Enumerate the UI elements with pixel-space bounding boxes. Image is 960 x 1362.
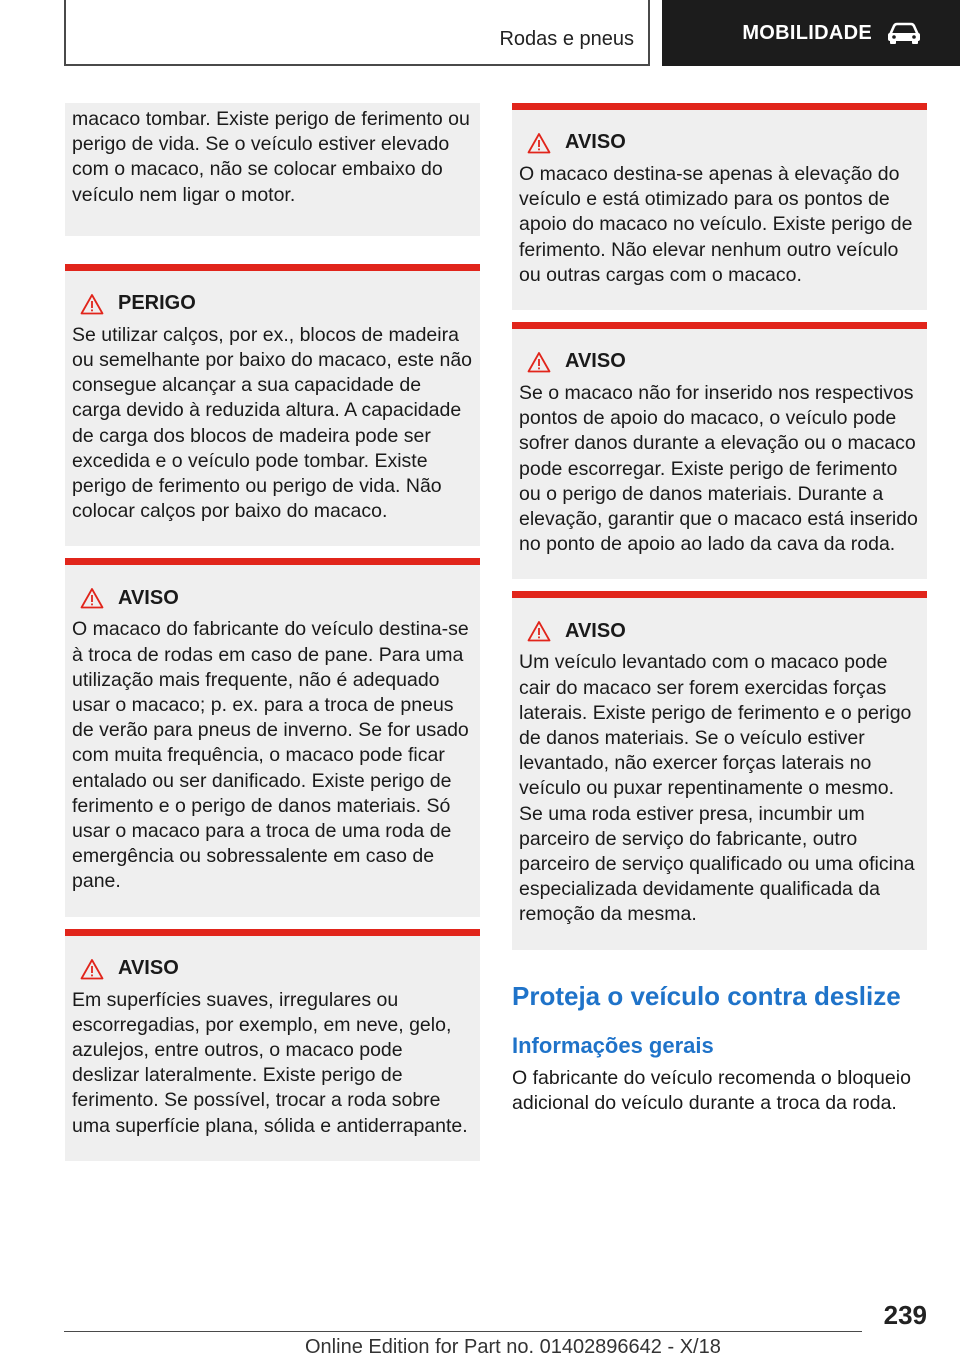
warning-triangle-icon — [80, 293, 104, 315]
header-rule-right — [648, 0, 650, 66]
warning-triangle-icon — [527, 351, 551, 373]
left-column — [65, 103, 480, 1173]
danger-title-row — [72, 291, 474, 317]
continued-warning-box — [65, 103, 480, 236]
body-paragraph: O fabricante do veículo recomenda o bloqueio adicional do veículo durante a troca da roda. — [512, 1066, 911, 1114]
right-column — [512, 103, 927, 1116]
notice-box — [512, 591, 927, 949]
notice-title: AVISO — [565, 131, 626, 154]
danger-box — [65, 264, 480, 547]
chapter-tab — [662, 0, 960, 66]
notice-text: Um veículo levantado com o macaco pode cair do macaco ser forem exercidas forças laterais. Existe perigo de ferimento e o perigo de danos materiais. Se o veículo estiver levantado, não exercer forças laterais no veículo ou puxar repentinamente o mesmo. Se uma roda estiver presa, incumbir um parceiro de serviço do fabricante, outro parceiro de serviço qualificado ou uma oficina especializada devidamente qualificada da remoção da mesma. — [519, 651, 915, 926]
notice-box — [512, 322, 927, 579]
notice-title-row — [519, 618, 921, 644]
notice-box — [65, 929, 480, 1161]
notice-box — [512, 103, 927, 310]
header-rule-left — [64, 0, 66, 66]
page-number: 239 — [883, 1300, 927, 1330]
notice-title-row — [72, 585, 474, 611]
footer-rule — [64, 1331, 862, 1332]
warning-triangle-icon — [527, 620, 551, 642]
chapter-label: MOBILIDADE — [742, 21, 872, 44]
header-rule-bottom — [64, 64, 650, 66]
car-icon — [886, 21, 922, 45]
notice-text: O macaco destina-se apenas à elevação do veículo e está otimizado para os pontos de apoio do macaco no veículo. Existe perigo de ferimento. Não elevar nenhum outro veículo ou outras cargas com o macaco. — [519, 163, 913, 286]
notice-title: AVISO — [565, 619, 626, 642]
notice-title: AVISO — [118, 586, 179, 609]
danger-text: Se utilizar calços, por ex., blocos de madeira ou semelhante por baixo do macaco, este não consegue alcançar a sua capacidade de carga devido à reduzida altura. A capacidade de carga dos blocos de madeira pode ser excedida e o veículo pode tombar. Existe perigo de ferimento ou perigo de vida. Não colocar calços por baixo do macaco. — [72, 323, 473, 523]
notice-title-row — [72, 956, 474, 982]
warning-triangle-icon — [527, 132, 551, 154]
notice-title: AVISO — [565, 350, 626, 373]
section-heading: Proteja o veículo contra deslize — [512, 980, 901, 1011]
section-label: Rodas e pneus — [499, 28, 634, 50]
notice-title: AVISO — [118, 957, 179, 980]
warning-triangle-icon — [80, 587, 104, 609]
subsection-heading: Informações gerais — [512, 1032, 714, 1058]
notice-text: O macaco do fabricante do veículo destina-se à troca de rodas em caso de pane. Para uma utilização mais frequente, não é adequado usar o macaco; p. ex. para a troca de pneus de verão para pneus de inverno. Se for usado com muita frequência, o macaco pode ficar entalado ou ser danificado. Existe perigo de ferimento e o perigo de danos materiais. Só usar o macaco para a troca de uma roda de emergência ou sobressalente em caso de pane. — [72, 618, 469, 893]
danger-title: PERIGO — [118, 292, 196, 315]
notice-box — [65, 558, 480, 916]
notice-text: Se o macaco não for inserido nos respectivos pontos de apoio do macaco, o veículo pode sofrer danos durante a elevação ou o macaco pode escorregar. Existe perigo de ferimento ou o perigo de danos materiais. Durante a elevação, garantir que o macaco está inserido no ponto de apoio ao lado da cava da roda. — [519, 382, 918, 556]
warning-triangle-icon — [80, 958, 104, 980]
notice-title-row — [519, 130, 921, 156]
notice-title-row — [519, 349, 921, 375]
notice-text: Em superfícies suaves, irregulares ou escorregadias, por exemplo, em neve, gelo, azulejos, entre outros, o macaco pode deslizar lateralmente. Existe perigo de ferimento. Se possível, trocar a roda sobre uma superfície plana, sólida e antiderrapante. — [72, 988, 468, 1137]
footer-edition: Online Edition for Part no. 01402896642 - X/18 — [305, 1336, 721, 1358]
continued-warning-text: macaco tombar. Existe perigo de ferimento ou perigo de vida. Se o veículo estiver elevado com o macaco, não se colocar embaixo do veículo nem ligar o motor. — [72, 108, 470, 206]
